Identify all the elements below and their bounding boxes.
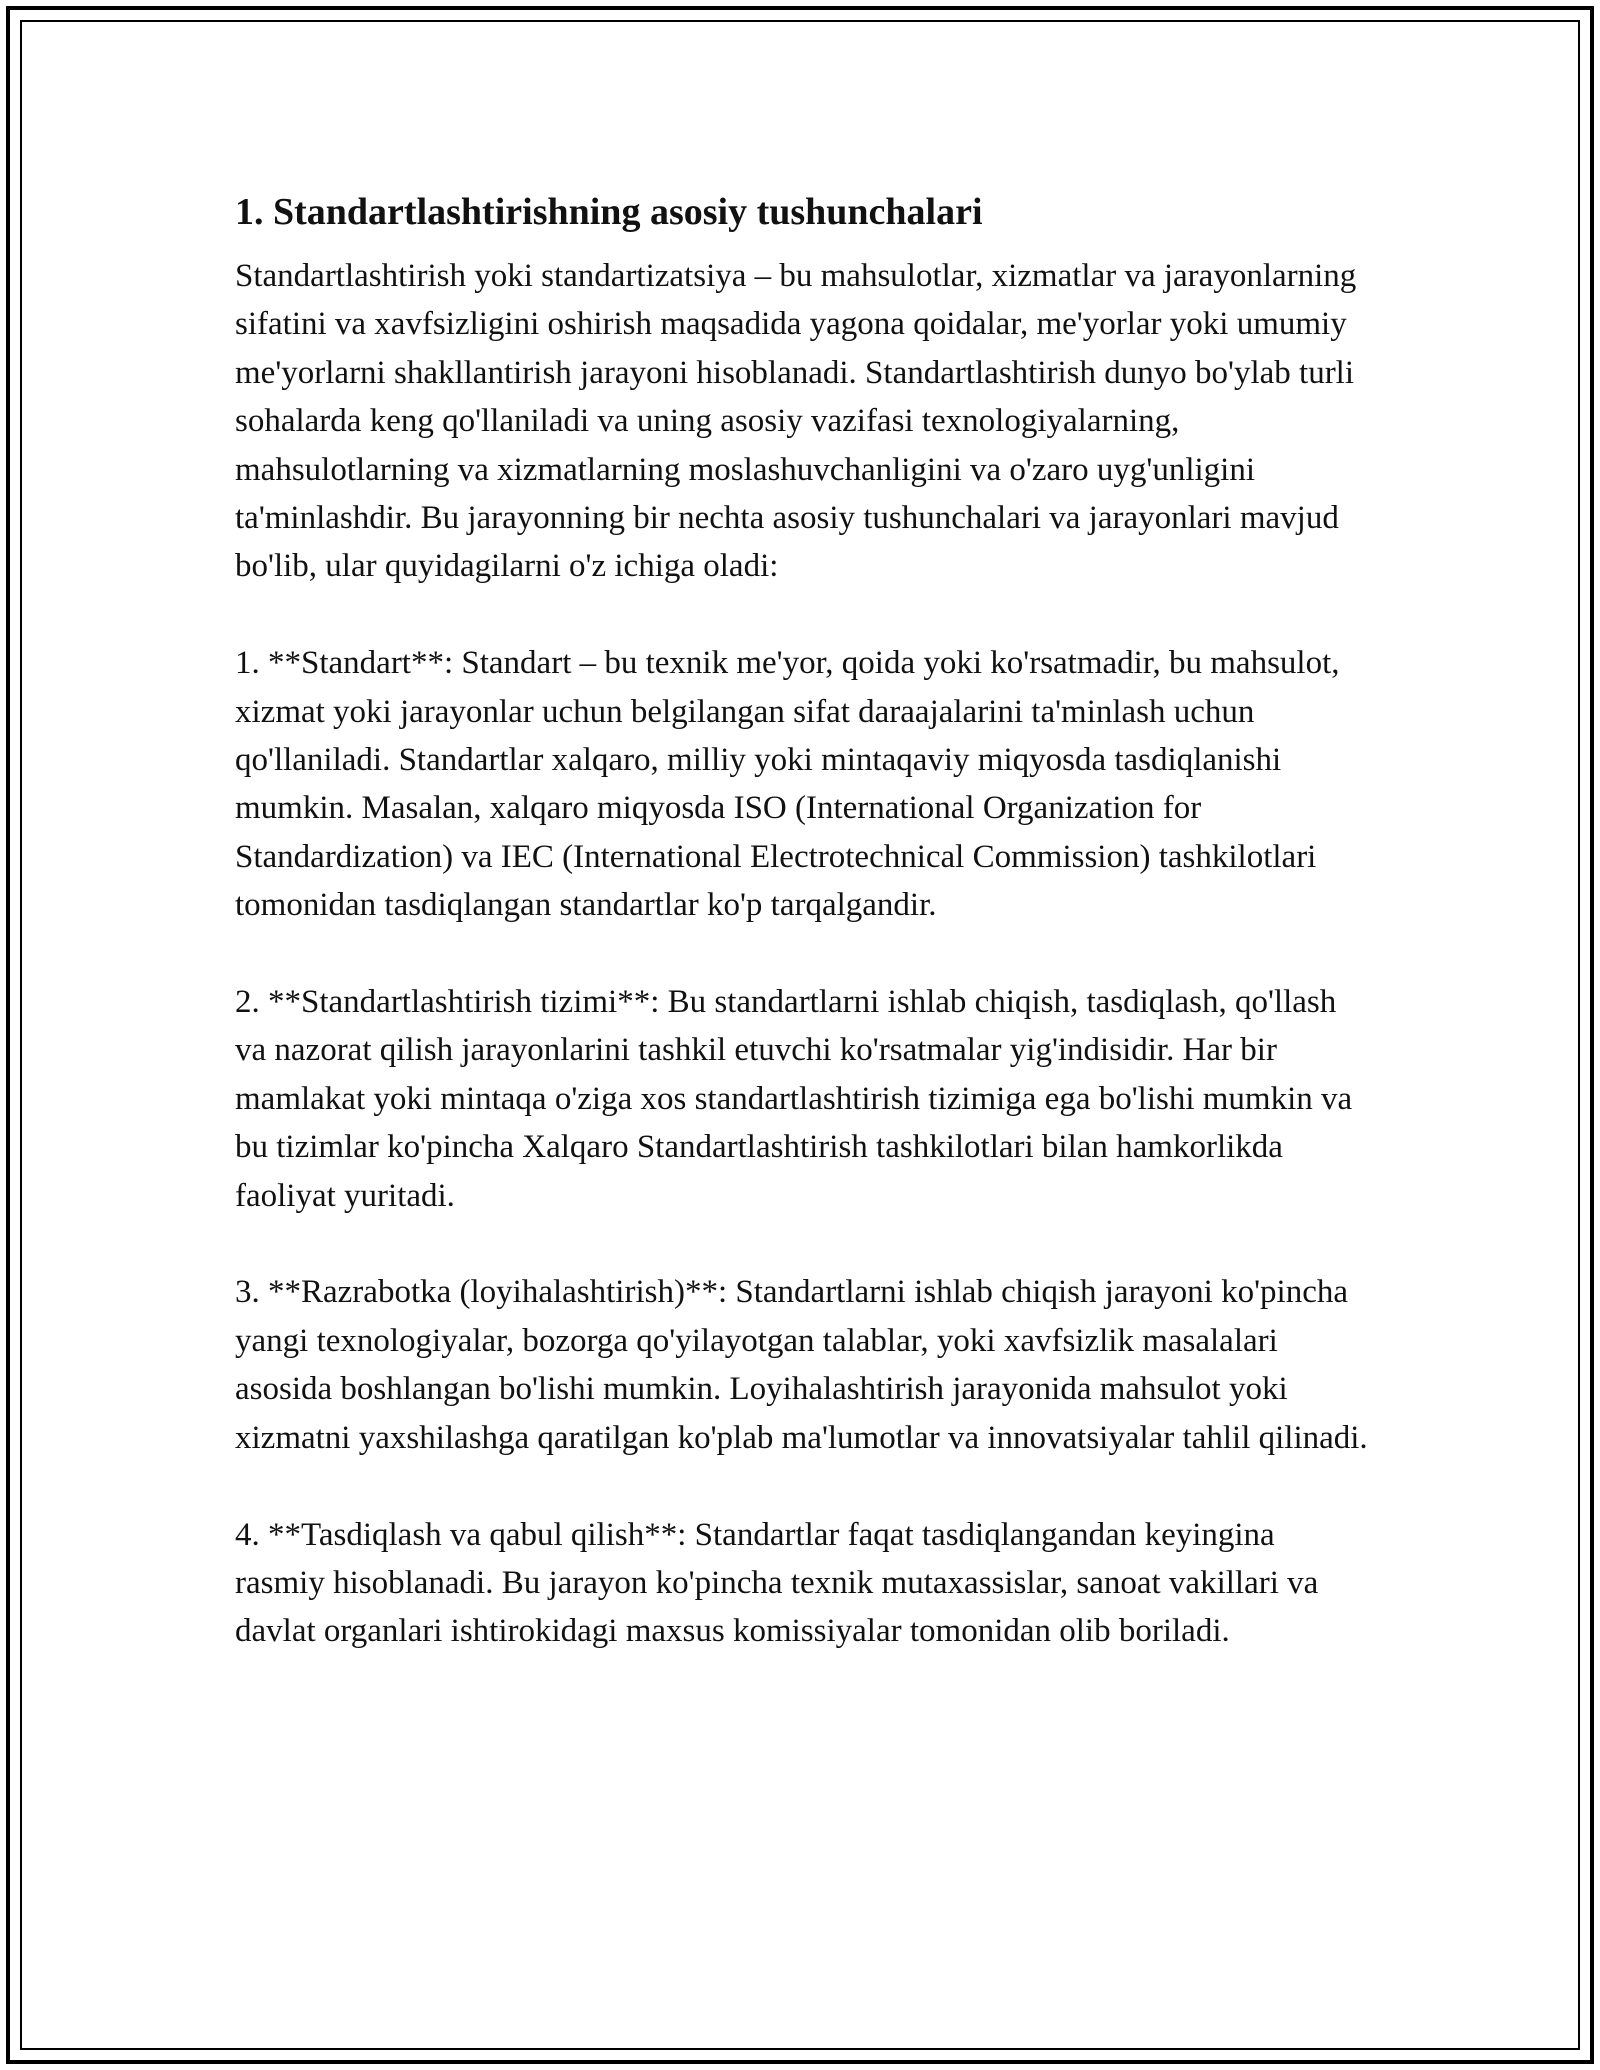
paragraph-standartlashtirish-tizimi: 2. **Standartlashtirish tizimi**: Bu standartlarni ishlab chiqish, tasdiqlash, qo'llash va nazorat qilish jarayonlarini tashkil etuvchi ko'rsatmalar yig'indisidir. Har bir mamlakat yoki mintaqa o'ziga xos standartlashtirish tizimiga ega bo'lishi mumkin va bu tizimlar ko'pincha Xalqaro Standartlashtirish tashkilotlari bilan hamkorlikda faoliyat yuritadi. [235, 984, 1353, 1214]
document-body [235, 186, 1370, 1704]
paragraph-standart: 1. **Standart**: Standart – bu texnik me'yor, qoida yoki ko'rsatmadir, bu mahsulot, xizmat yoki jarayonlar uchun belgilangan sifat daraajalarini ta'minlash uchun qo'llaniladi. Standartlar xalqaro, milliy yoki mintaqaviy miqyosda tasdiqlanishi mumkin. Masalan, xalqaro miqyosda ISO (International Organization for Standardization) va IEC (International Electrotechnical Commission) tashkilotlari tomonidan tasdiqlangan standartlar ko'p tarqalgandir. [235, 645, 1340, 924]
intro-paragraph: Standartlashtirish yoki standartizatsiya – bu mahsulotlar, xizmatlar va jarayonlarning sifatini va xavfsizligini oshirish maqsadida yagona qoidalar, me'yorlar yoki umumiy me'yorlarni shakllantirish jarayoni hisoblanadi. Standartlashtirish dunyo bo'ylab turli sohalarda keng qo'llaniladi va uning asosiy vazifasi texnologiyalarning, mahsulotlarning va xizmatlarning moslashuvchanligini va o'zaro uyg'unligini ta'minlashdir. Bu jarayonning bir nechta asosiy tushunchalari va jarayonlari mavjud bo'lib, ular quyidagilarni o'z ichiga oladi: [235, 258, 1357, 585]
paragraph-razrabotka: 3. **Razrabotka (loyihalashtirish)**: Standartlarni ishlab chiqish jarayoni ko'pincha yangi texnologiyalar, bozorga qo'yilayotgan talablar, yoki xavfsizlik masalalari asosida boshlangan bo'lishi mumkin. Loyihalashtirish jarayonida mahsulot yoki xizmatni yaxshilashga qaratilgan ko'plab ma'lumotlar va innovatsiyalar tahlil qilinadi. [235, 1274, 1368, 1456]
paragraph-tasdiqlash: 4. **Tasdiqlash va qabul qilish**: Standartlar faqat tasdiqlangandan keyingina rasmiy hisoblanadi. Bu jarayon ko'pincha texnik mutaxassislar, sanoat vakillari va davlat organlari ishtirokidagi maxsus komissiyalar tomonidan olib boriladi. [235, 1516, 1319, 1650]
section-heading: 1. Standartlashtirishning asosiy tushunchalari [235, 191, 983, 233]
